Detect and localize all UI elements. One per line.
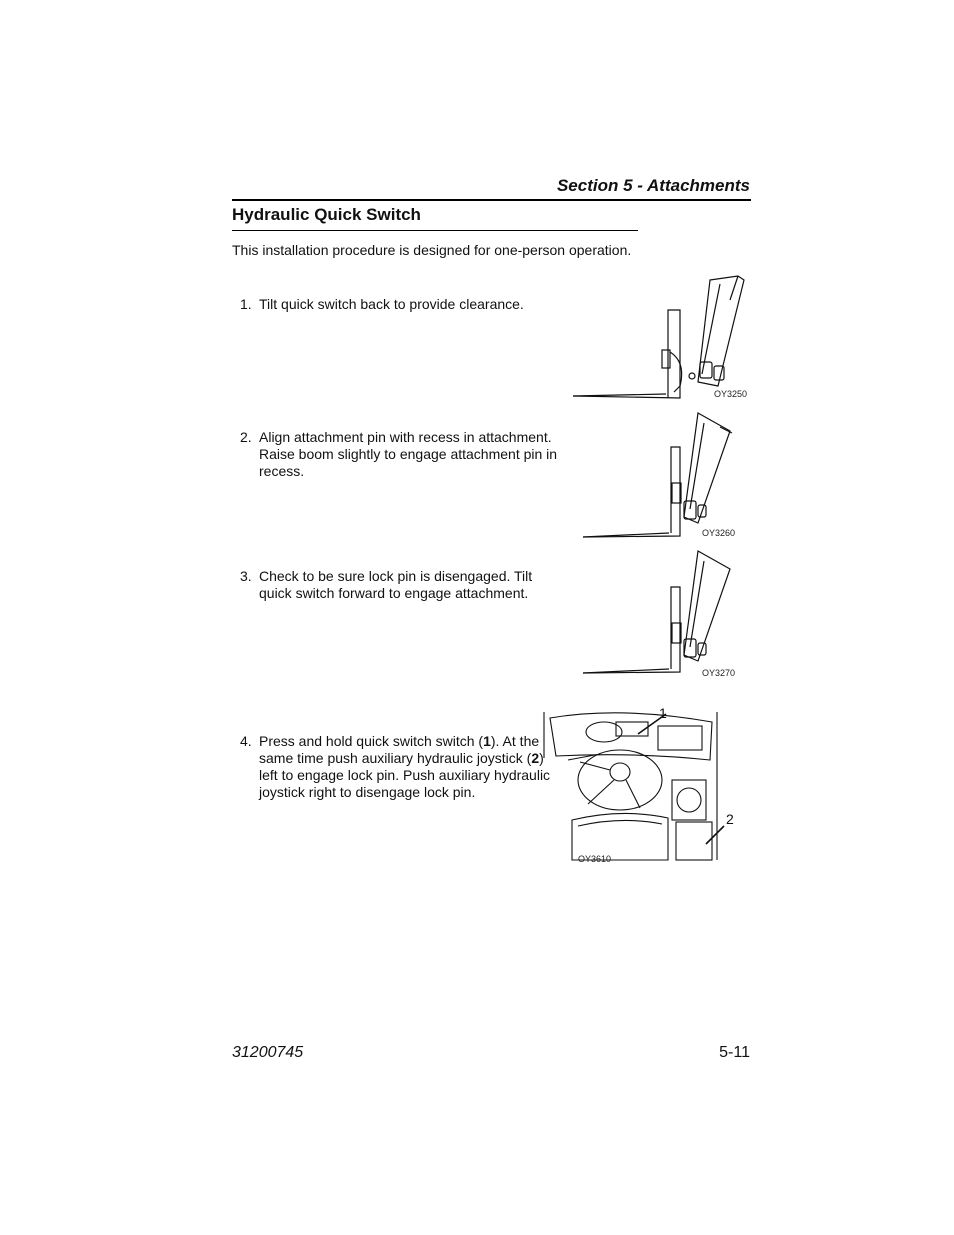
callout-ref-2: 2	[531, 750, 540, 766]
figure-code: OY3250	[714, 389, 748, 399]
text-part: Press and hold quick switch switch (	[259, 733, 484, 749]
step-4	[240, 733, 559, 801]
section-header: Section 5 - Attachments	[556, 176, 750, 195]
step-text	[259, 733, 559, 801]
step-text: Tilt quick switch back to provide clearance.	[259, 296, 524, 312]
step-2	[240, 429, 559, 480]
figure-code: OY3270	[702, 668, 736, 678]
step-text: Check to be sure lock pin is disengaged. Tilt quick switch forward to engage attachment.	[259, 568, 533, 601]
page-number: 5-11	[719, 1044, 750, 1061]
text-part: ) left to engage lock pin. Push auxiliary hydraulic joystick right to disengage lock pin.	[259, 750, 551, 800]
figure-code: OY3260	[702, 528, 736, 538]
figure-align-pin	[580, 405, 740, 545]
figure-tilt-back	[570, 270, 750, 405]
step-number: 3.	[240, 568, 252, 584]
intro-text: This installation procedure is designed for one-person operation.	[232, 242, 632, 258]
doc-number: 31200745	[232, 1044, 304, 1061]
figure-engage	[580, 545, 740, 685]
callout-ref-1: 1	[483, 733, 491, 749]
title-rule	[232, 230, 638, 231]
step-number: 4.	[240, 733, 252, 749]
step-number: 1.	[240, 296, 252, 312]
step-number: 2.	[240, 429, 252, 445]
figure-cab-controls	[542, 700, 742, 865]
callout-2: 2	[726, 811, 734, 827]
text-part: ). At the same time push auxiliary hydraulic joystick (	[259, 733, 540, 766]
header-rule	[232, 199, 751, 201]
step-text: Align attachment pin with recess in attachment. Raise boom slightly to engage attachment pin in recess.	[259, 429, 558, 479]
callout-1: 1	[659, 705, 667, 721]
step-3	[240, 568, 559, 602]
step-1	[240, 296, 559, 313]
figure-code: OY3610	[578, 854, 612, 864]
page-title: Hydraulic Quick Switch	[232, 205, 421, 224]
